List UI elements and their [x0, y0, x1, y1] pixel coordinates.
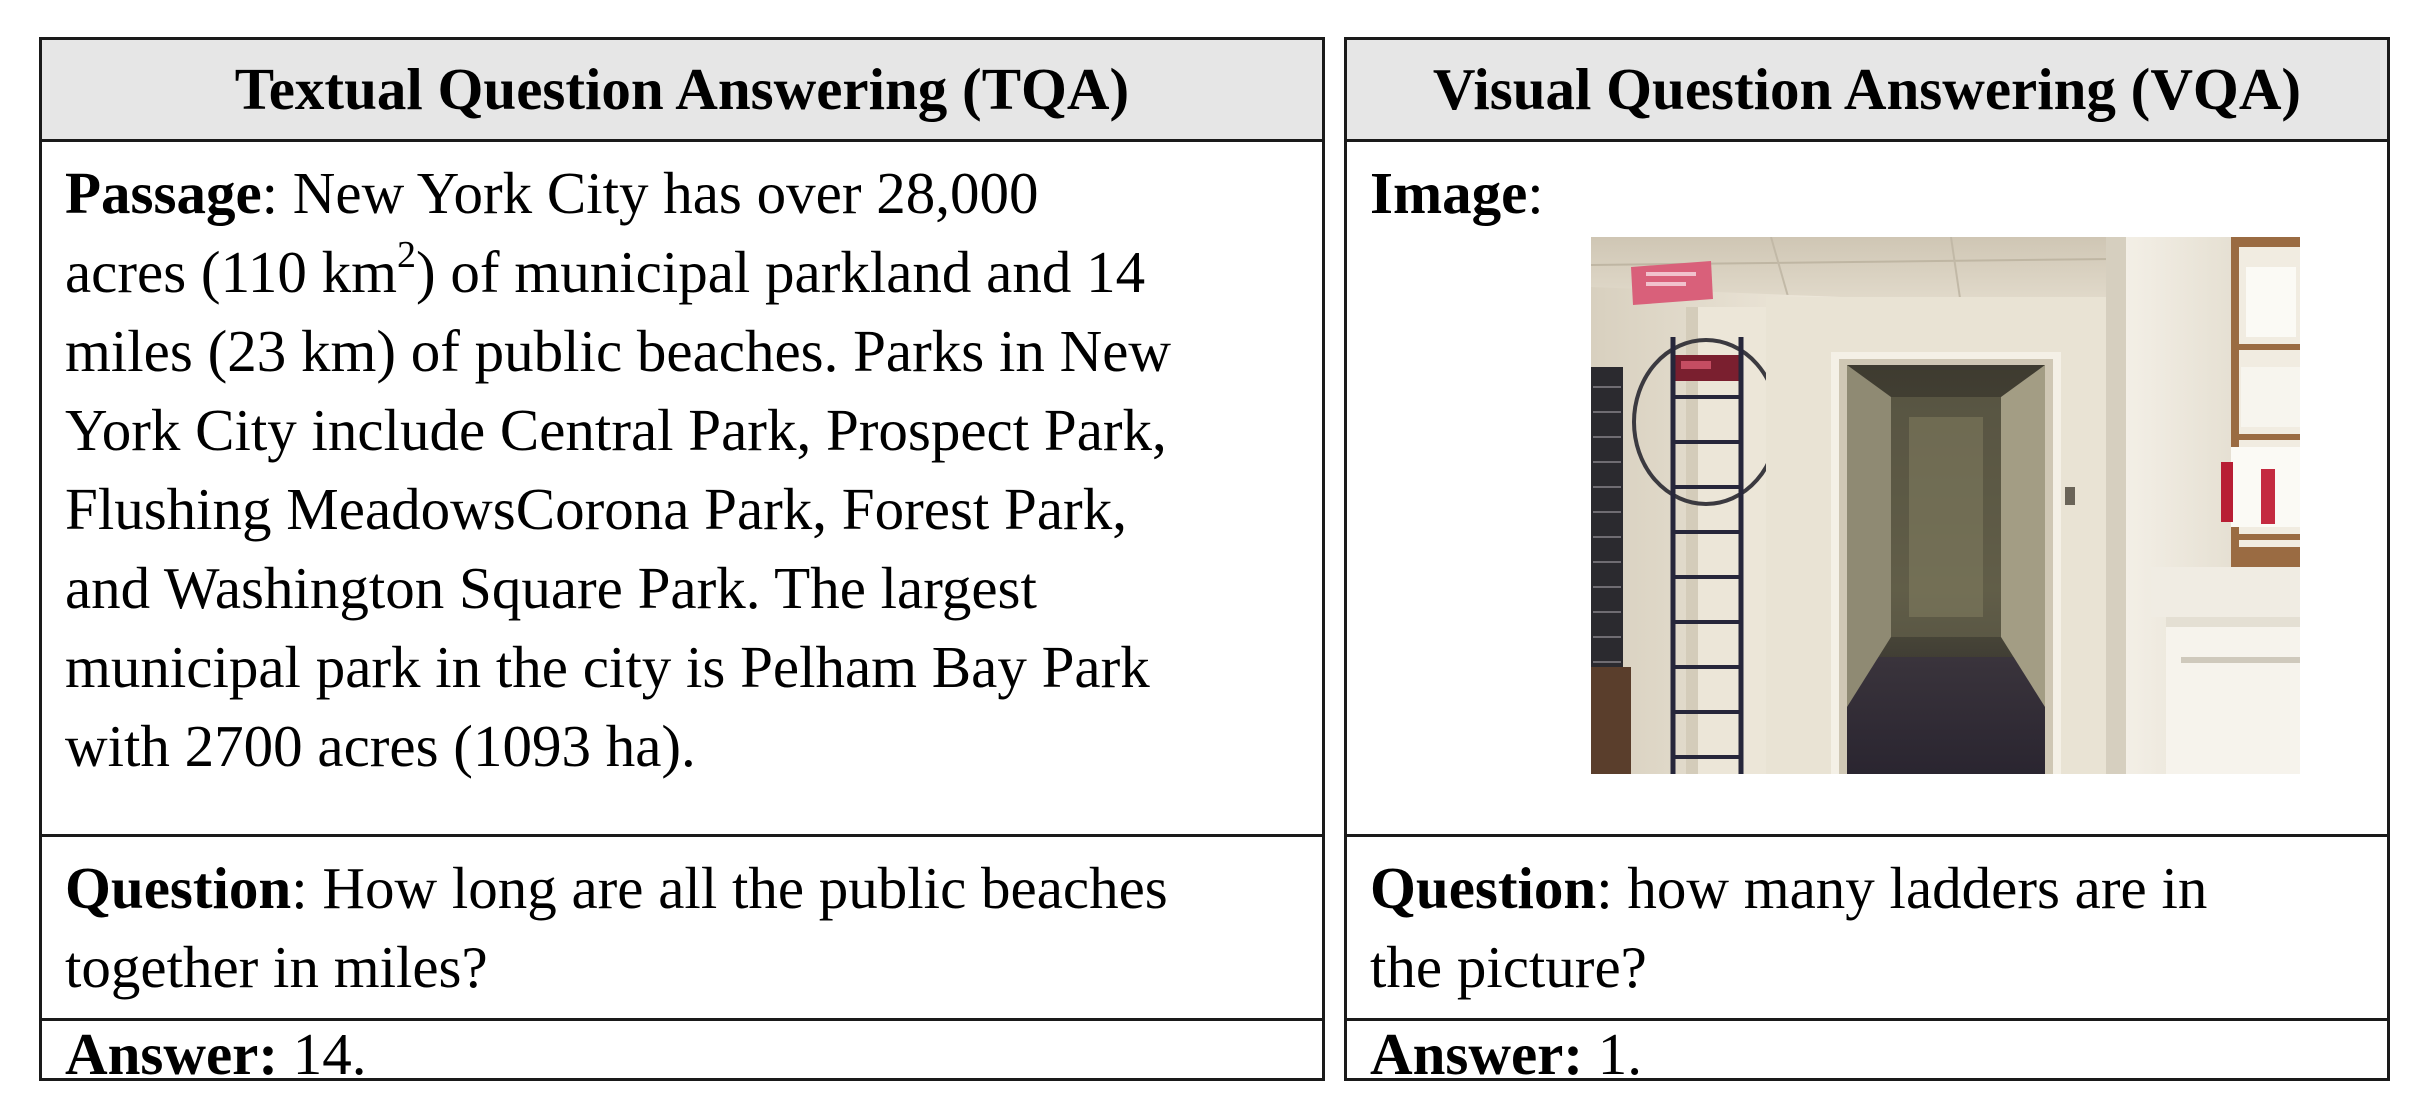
tqa-passage-row — [42, 142, 1322, 837]
tqa-header-title: Textual Question Answering (TQA) — [234, 56, 1130, 122]
hallway-ladder-photo — [1591, 237, 2300, 774]
passage-line-1 — [65, 154, 1302, 233]
passage-line-2 — [65, 233, 1302, 312]
vqa-question-line-1 — [1370, 849, 2367, 928]
tqa-question-text-1: : How long are all the public beaches — [291, 855, 1168, 921]
passage-label: Passage — [65, 160, 262, 226]
passage-line-4: York City include Central Park, Prospect Park, — [65, 397, 1167, 463]
vqa-question-text-1: : how many ladders are in — [1596, 855, 2208, 921]
vqa-header-title: Visual Question Answering (VQA) — [1432, 56, 2302, 122]
vqa-answer-label: Answer: — [1370, 1021, 1584, 1087]
tqa-question-label: Question — [65, 855, 292, 921]
tqa-question-line-2: together in miles? — [65, 934, 488, 1000]
vqa-answer-value: 1. — [1583, 1021, 1643, 1087]
tqa-answer-label: Answer: — [65, 1021, 279, 1087]
vqa-image-label-colon: : — [1527, 160, 1544, 226]
vqa-image-row — [1347, 142, 2387, 837]
passage-text-2b: ) of municipal parkland and 14 — [416, 239, 1146, 305]
passage-text-2a: acres (110 km — [65, 239, 398, 305]
vqa-question-line-2: the picture? — [1370, 934, 1647, 1000]
passage-line-3: miles (23 km) of public beaches. Parks in New — [65, 318, 1171, 384]
vqa-image-label-wrap — [1370, 154, 1544, 233]
tqa-answer — [65, 1021, 1302, 1087]
vqa-header — [1347, 40, 2387, 142]
passage-text-1: : New York City has over 28,000 — [261, 160, 1039, 226]
passage-line-7: municipal park in the city is Pelham Bay Park — [65, 634, 1150, 700]
vqa-answer-row — [1347, 1021, 2387, 1087]
passage-line-6: and Washington Square Park. The largest — [65, 555, 1037, 621]
tqa-answer-value: 14. — [278, 1021, 367, 1087]
passage-superscript: 2 — [397, 234, 417, 277]
hallway-photo-svg — [1591, 237, 2300, 774]
tqa-passage — [65, 154, 1302, 786]
tqa-panel — [39, 37, 1325, 1087]
vqa-answer — [1370, 1021, 2367, 1087]
passage-line-8: with 2700 acres (1093 ha). — [65, 713, 696, 779]
tqa-question-line-1 — [65, 849, 1302, 928]
tqa-question-row — [42, 837, 1322, 1021]
tqa-header — [42, 40, 1322, 142]
vqa-image-label: Image — [1370, 160, 1528, 226]
tqa-answer-row — [42, 1021, 1322, 1087]
vqa-question-label: Question — [1370, 855, 1597, 921]
vqa-question — [1370, 849, 2367, 1007]
vqa-panel — [1344, 37, 2390, 1087]
tqa-question — [65, 849, 1302, 1007]
vqa-question-row — [1347, 837, 2387, 1021]
passage-line-5: Flushing MeadowsCorona Park, Forest Park, — [65, 476, 1127, 542]
